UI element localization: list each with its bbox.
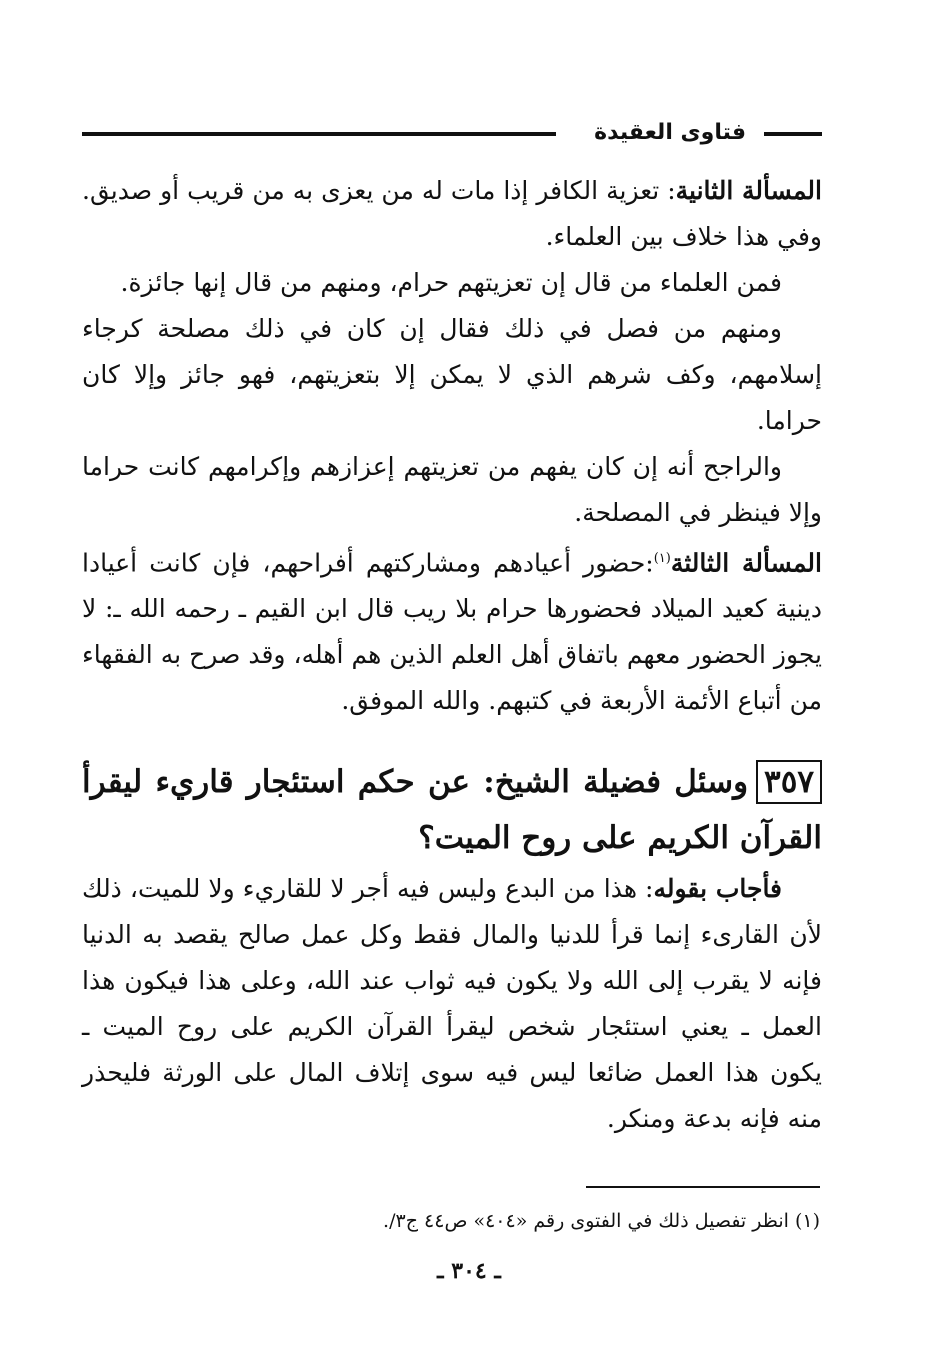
header-title: فتاوى العقيدة [594, 120, 746, 145]
page-body [82, 168, 822, 1142]
paragraph-text: :حضور أعيادهم ومشاركتهم أفراحهم، فإن كانت أعيادا دينية كعيد الميلاد فحضورها حرام بلا ريب قال ابن القيم ـ رحمه الله ـ: لا يجوز الحضور معهم باتفاق أهل العلم الذين هم أهله، وقد صرح به الفقهاء من أتباع الأئمة الأربعة في كتبهم. والله الموفق. [82, 548, 822, 716]
running-header [82, 116, 822, 150]
header-rule [82, 132, 556, 136]
answer-label: فأجاب بقوله [653, 874, 783, 904]
question-heading [82, 754, 822, 866]
footnote: (١) انظر تفصيل ذلك في الفتوى رقم «٤٠٤» ص٤٤ ج٣/. [383, 1210, 820, 1232]
answer-paragraph [82, 866, 822, 1142]
question-number: ٣٥٧ [756, 760, 822, 804]
paragraph [82, 536, 822, 724]
header-rule [764, 132, 822, 136]
footnote-marker: (١) [653, 551, 671, 566]
paragraph [82, 168, 822, 260]
paragraph: فمن العلماء من قال إن تعزيتهم حرام، ومنهم من قال إنها جائزة. [120, 268, 782, 297]
issue-label: المسألة الثالثة [670, 548, 822, 578]
page-number: ـ ٣٠٤ ـ [437, 1258, 501, 1284]
footnote-rule [586, 1186, 820, 1188]
paragraph: والراجح أنه إن كان يفهم من تعزيتهم إعزازهم وإكرامهم كانت حراما وإلا فينظر في المصلحة. [82, 452, 822, 527]
paragraph-text: : تعزية الكافر إذا مات له من يعزى به من قريب أو صديق. وفي هذا خلاف بين العلماء. [82, 176, 822, 251]
issue-label: المسألة الثانية [675, 176, 822, 205]
paragraph: ومنهم من فصل في ذلك فقال إن كان في ذلك مصلحة كرجاء إسلامهم، وكف شرهم الذي لا يمكن إلا بتعزيتهم، فهو جائز وإلا كان حراما. [82, 314, 822, 435]
question-text: وسئل فضيلة الشيخ: عن حكم استئجار قاريء ليقرأ القرآن الكريم على روح الميت؟ [82, 764, 822, 857]
answer-text: : هذا من البدع وليس فيه أجر لا للقاريء ولا للميت، ذلك لأن القارىء إنما قرأ للدنيا والمال فقط وكل عمل صالح يقصد به الدنيا فإنه لا يقرب إلى الله ولا يكون فيه ثواب عند الله، وعلى هذا فيكون هذا العمل ـ يعني استئجار شخص ليقرأ القرآن الكريم على روح الميت ـ يكون هذا العمل ضائعا ليس فيه سوى إتلاف المال على الورثة فليحذر منه فإنه بدعة ومنكر. [82, 874, 823, 1134]
